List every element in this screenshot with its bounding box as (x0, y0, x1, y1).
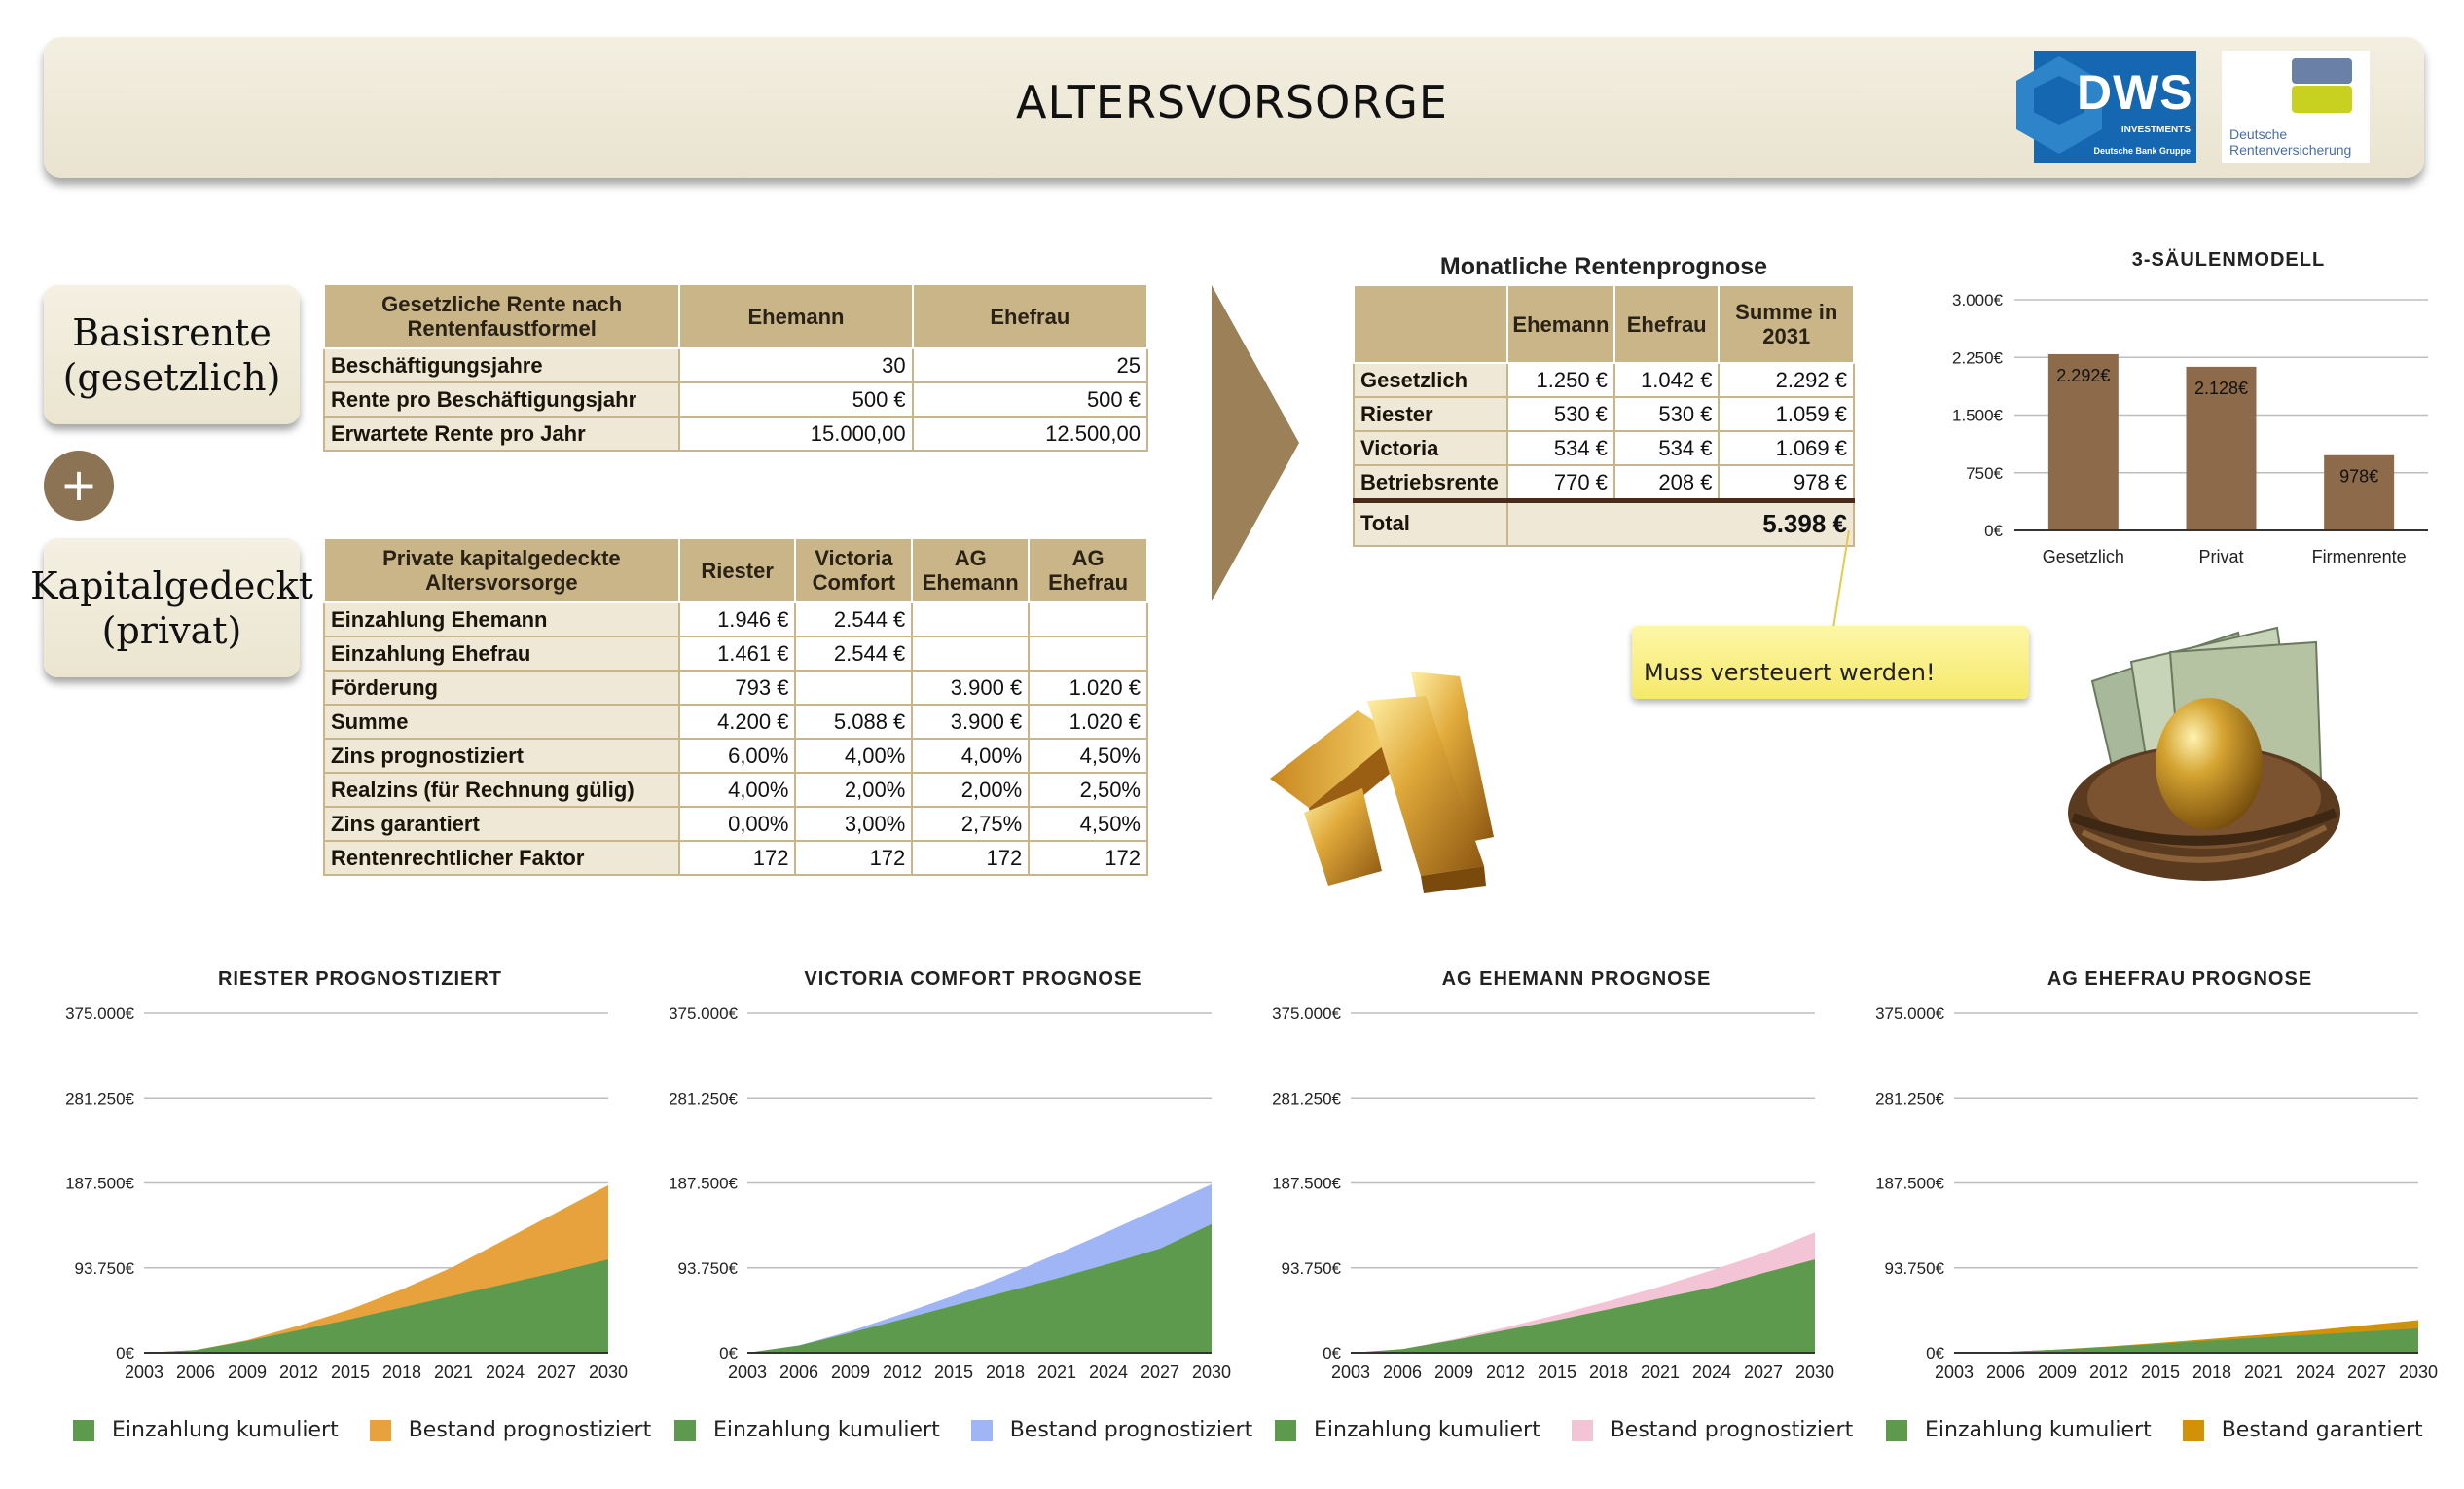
table-cell: 770 € (1507, 465, 1614, 501)
bar-data-label: 2.128€ (2193, 378, 2249, 398)
table-row (324, 602, 1147, 636)
x-tick-label: Gesetzlich (2042, 547, 2124, 566)
row-label: Victoria (1354, 431, 1507, 465)
x-tick-label: 2015 (2140, 1362, 2181, 1382)
row-label: Realzins (für Rechnung gülig) (324, 773, 679, 807)
table-cell (912, 636, 1029, 671)
x-tick-label: 2021 (1640, 1362, 1681, 1382)
x-tick-label: 2024 (485, 1362, 525, 1382)
bar-data-label: 2.292€ (2056, 365, 2111, 385)
y-tick-label: 187.500€ (1272, 1174, 1341, 1193)
x-tick-label: 2018 (381, 1362, 422, 1382)
drv-logo-line1: Deutsche (2229, 127, 2288, 142)
table-cell: 5.088 € (795, 705, 912, 739)
x-tick-label: 2003 (124, 1362, 164, 1382)
table-cell: 1.020 € (1029, 705, 1147, 739)
x-tick-label: 2012 (278, 1362, 319, 1382)
table-cell: 1.250 € (1507, 363, 1614, 397)
drv-logo-text (2229, 127, 2351, 158)
y-tick-label: 1.500€ (1952, 406, 2003, 425)
table-cell: 2,50% (1029, 773, 1147, 807)
x-tick-label: 2030 (2398, 1362, 2439, 1382)
table-row (324, 739, 1147, 773)
table-cell: 2.292 € (1719, 363, 1854, 397)
row-label: Gesetzlich (1354, 363, 1507, 397)
table-row (1354, 363, 1854, 397)
x-tick-label: 2018 (1588, 1362, 1629, 1382)
table-cell: 534 € (1614, 431, 1720, 465)
table-header: Ehemann (679, 284, 912, 348)
legend-swatch (2183, 1420, 2204, 1441)
y-tick-label: 375.000€ (669, 1004, 738, 1023)
table-cell: 4,00% (679, 773, 796, 807)
x-tick-label: 2018 (2192, 1362, 2232, 1382)
x-tick-label: 2006 (779, 1362, 819, 1382)
x-tick-label: 2030 (588, 1362, 629, 1382)
table-cell: 2.544 € (795, 602, 912, 636)
table-cell (795, 671, 912, 705)
table-row (324, 705, 1147, 739)
saeulen-bar-chart (1907, 272, 2443, 584)
saeulen-chart-title: 3-SÄULENMODELL (2131, 249, 2326, 271)
table-cell: 1.946 € (679, 602, 796, 636)
table-cell: 2,75% (912, 807, 1029, 841)
y-tick-label: 281.250€ (65, 1089, 134, 1108)
table-row (324, 348, 1147, 382)
table-cell: 530 € (1507, 397, 1614, 431)
y-tick-label: 93.750€ (1281, 1258, 1341, 1278)
row-label: Einzahlung Ehemann (324, 602, 679, 636)
table-row (324, 636, 1147, 671)
table-cell: 1.020 € (1029, 671, 1147, 705)
row-label: Einzahlung Ehefrau (324, 636, 679, 671)
dws-logo-line2: Deutsche Bank Gruppe (2093, 146, 2191, 156)
table-cell: 530 € (1614, 397, 1720, 431)
y-tick-label: 3.000€ (1952, 291, 2003, 309)
ag-ehemann-legend (1275, 1418, 1853, 1442)
x-tick-label: 2012 (1485, 1362, 1526, 1382)
x-tick-label: 2027 (2346, 1362, 2387, 1382)
table-row (324, 417, 1147, 451)
row-label: Riester (1354, 397, 1507, 431)
table-header: Private kapitalgedeckte Altersvorsorge (324, 538, 679, 602)
y-tick-label: 281.250€ (1272, 1089, 1341, 1108)
legend-label: Bestand prognostiziert (1610, 1418, 1854, 1442)
table-row (324, 841, 1147, 875)
table-cell: 3.900 € (912, 671, 1029, 705)
ag-ehefrau-chart-title: AG EHEFRAU PROGNOSE (2047, 968, 2313, 990)
table-header: Riester (679, 538, 796, 602)
y-tick-label: 0€ (1984, 522, 2003, 540)
row-label: Beschäftigungsjahre (324, 348, 679, 382)
victoria-area-chart (623, 993, 1232, 1401)
nest-egg-image (2053, 623, 2355, 895)
page-title: ALTERSVORSORGE (1016, 76, 1448, 128)
table-cell: 3,00% (795, 807, 912, 841)
table-cell: 4,00% (912, 739, 1029, 773)
sticky-note-text: Muss versteuert werden! (1644, 659, 1936, 686)
drv-logo-green-bar (2292, 86, 2352, 113)
y-tick-label: 2.250€ (1952, 348, 2003, 368)
x-tick-label: 2027 (1743, 1362, 1784, 1382)
table-cell: 4.200 € (679, 705, 796, 739)
dws-logo-line1: INVESTMENTS (2120, 125, 2191, 135)
riester-chart-title: RIESTER PROGNOSTIZIERT (217, 968, 503, 990)
y-tick-label: 0€ (719, 1344, 738, 1362)
x-tick-label: 2018 (985, 1362, 1026, 1382)
riester-legend (73, 1418, 651, 1442)
table-cell: 4,50% (1029, 739, 1147, 773)
table-row (324, 773, 1147, 807)
y-tick-label: 93.750€ (1884, 1258, 1944, 1278)
x-tick-label: Privat (2198, 547, 2244, 566)
legend-label: Bestand prognostiziert (408, 1418, 652, 1442)
dws-logo-name: DWS (2077, 65, 2193, 120)
x-tick-label: 2024 (1691, 1362, 1732, 1382)
table-cell: 2,00% (912, 773, 1029, 807)
x-tick-label: 2027 (536, 1362, 577, 1382)
table-cell: 4,50% (1029, 807, 1147, 841)
x-tick-label: Firmenrente (2311, 547, 2407, 566)
table-row (1354, 431, 1854, 465)
x-tick-label: 2021 (2243, 1362, 2284, 1382)
table-row (324, 382, 1147, 417)
table-cell: 172 (679, 841, 796, 875)
x-tick-label: 2030 (1191, 1362, 1232, 1382)
arrow-right-icon (1212, 285, 1299, 601)
row-label: Zins garantiert (324, 807, 679, 841)
table-row (1354, 397, 1854, 431)
total-value: 5.398 € (1507, 501, 1854, 546)
x-tick-label: 2012 (2088, 1362, 2129, 1382)
x-tick-label: 2021 (1036, 1362, 1077, 1382)
legend-swatch (1886, 1420, 1907, 1441)
table-cell: 1.069 € (1719, 431, 1854, 465)
basisrente-line2: (gesetzlich) (62, 355, 281, 399)
monatliche-rentenprognose-table (1353, 284, 1855, 547)
table-cell: 172 (795, 841, 912, 875)
legend-swatch (73, 1420, 94, 1441)
table-header: Summe in 2031 (1719, 285, 1854, 363)
gesetzliche-rente-table (323, 283, 1148, 452)
row-label: Summe (324, 705, 679, 739)
table-cell: 500 € (679, 382, 912, 417)
table-cell: 12.500,00 (913, 417, 1147, 451)
x-tick-label: 2021 (433, 1362, 474, 1382)
table-header (1354, 285, 1507, 363)
table-cell (912, 602, 1029, 636)
legend-label: Einzahlung kumuliert (1925, 1418, 2152, 1442)
x-tick-label: 2030 (1794, 1362, 1835, 1382)
victoria-chart-title: VICTORIA COMFORT PROGNOSE (804, 968, 1142, 990)
ag-ehemann-area-chart (1226, 993, 1835, 1401)
x-tick-label: 2009 (2037, 1362, 2078, 1382)
kapitalgedeckt-line1: Kapitalgedeckt (30, 563, 313, 607)
x-tick-label: 2006 (175, 1362, 216, 1382)
table-header: Gesetzliche Rente nach Rentenfaustformel (324, 284, 679, 348)
x-tick-label: 2009 (1433, 1362, 1474, 1382)
table-cell: 30 (679, 348, 912, 382)
y-tick-label: 187.500€ (1875, 1174, 1944, 1193)
arrow-shape (1212, 285, 1299, 601)
y-tick-label: 375.000€ (65, 1004, 134, 1023)
x-tick-label: 2015 (330, 1362, 371, 1382)
table-header: Ehefrau (913, 284, 1147, 348)
monatliche-rentenprognose-title: Monatliche Rentenprognose (1439, 253, 1768, 280)
table-cell: 500 € (913, 382, 1147, 417)
basisrente-line1: Basisrente (72, 310, 272, 354)
table-cell: 1.059 € (1719, 397, 1854, 431)
x-tick-label: 2015 (933, 1362, 974, 1382)
table-cell: 978 € (1719, 465, 1854, 501)
table-cell: 15.000,00 (679, 417, 912, 451)
ag-ehefrau-legend (1886, 1418, 2423, 1442)
row-label: Rentenrechtlicher Faktor (324, 841, 679, 875)
legend-label: Bestand garantiert (2221, 1418, 2423, 1442)
legend-label: Einzahlung kumuliert (112, 1418, 339, 1442)
victoria-legend (674, 1418, 1252, 1442)
bar-data-label: 978€ (2339, 466, 2379, 487)
basisrente-label-box (44, 285, 300, 424)
drv-logo-blue-bar (2292, 58, 2352, 84)
legend-swatch (971, 1420, 993, 1441)
table-cell: 793 € (679, 671, 796, 705)
table-cell: 1.461 € (679, 636, 796, 671)
table-row (324, 807, 1147, 841)
dws-logo (2034, 51, 2196, 163)
table-row (1354, 465, 1854, 501)
table-header: Ehefrau (1614, 285, 1720, 363)
x-tick-label: 2003 (1934, 1362, 1975, 1382)
y-tick-label: 0€ (116, 1344, 134, 1362)
drv-logo (2222, 51, 2370, 163)
plus-icon: + (44, 451, 114, 521)
riester-area-chart (19, 993, 629, 1401)
x-tick-label: 2009 (227, 1362, 268, 1382)
table-cell: 208 € (1614, 465, 1720, 501)
y-tick-label: 281.250€ (669, 1089, 738, 1108)
row-label: Betriebsrente (1354, 465, 1507, 501)
legend-swatch (1275, 1420, 1296, 1441)
ag-ehemann-chart-title: AG EHEMANN PROGNOSE (1441, 968, 1712, 990)
table-cell: 1.042 € (1614, 363, 1720, 397)
row-label: Rente pro Beschäftigungsjahr (324, 382, 679, 417)
table-cell: 172 (1029, 841, 1147, 875)
table-cell: 172 (912, 841, 1029, 875)
x-tick-label: 2024 (2295, 1362, 2336, 1382)
x-tick-label: 2003 (1330, 1362, 1371, 1382)
x-tick-label: 2006 (1985, 1362, 2026, 1382)
row-label: Förderung (324, 671, 679, 705)
x-tick-label: 2024 (1088, 1362, 1129, 1382)
table-cell: 2.544 € (795, 636, 912, 671)
y-tick-label: 93.750€ (677, 1258, 738, 1278)
y-tick-label: 93.750€ (74, 1258, 134, 1278)
note-connector-line (1830, 530, 1851, 628)
table-cell: 25 (913, 348, 1147, 382)
table-header: Victoria Comfort (795, 538, 912, 602)
legend-swatch (370, 1420, 391, 1441)
table-header: AG Ehemann (912, 538, 1029, 602)
legend-label: Bestand prognostiziert (1009, 1418, 1253, 1442)
y-tick-label: 0€ (1926, 1344, 1944, 1362)
table-cell (1029, 602, 1147, 636)
drv-logo-line2: Rentenversicherung (2229, 142, 2352, 158)
table-cell: 3.900 € (912, 705, 1029, 739)
kapitalgedeckt-label-box (30, 538, 313, 677)
table-cell (1029, 636, 1147, 671)
table-row (324, 671, 1147, 705)
table-header: Ehemann (1507, 285, 1614, 363)
table-cell: 6,00% (679, 739, 796, 773)
sticky-note (1632, 626, 2029, 699)
x-tick-label: 2003 (727, 1362, 768, 1382)
y-tick-label: 187.500€ (669, 1174, 738, 1193)
total-label: Total (1354, 501, 1507, 546)
x-tick-label: 2006 (1382, 1362, 1423, 1382)
table-cell: 2,00% (795, 773, 912, 807)
table-cell: 0,00% (679, 807, 796, 841)
row-label: Erwartete Rente pro Jahr (324, 417, 679, 451)
total-row (1354, 501, 1854, 546)
kapitalgedeckt-line2: (privat) (101, 608, 242, 652)
y-tick-label: 375.000€ (1272, 1004, 1341, 1023)
legend-label: Einzahlung kumuliert (1314, 1418, 1540, 1442)
gold-bars-image (1250, 642, 1542, 895)
legend-swatch (674, 1420, 696, 1441)
table-cell: 4,00% (795, 739, 912, 773)
table-cell: 534 € (1507, 431, 1614, 465)
ag-ehefrau-area-chart (1830, 993, 2439, 1401)
y-tick-label: 0€ (1323, 1344, 1341, 1362)
legend-swatch (1572, 1420, 1593, 1441)
y-tick-label: 375.000€ (1875, 1004, 1944, 1023)
y-tick-label: 750€ (1966, 463, 2003, 483)
x-tick-label: 2012 (882, 1362, 923, 1382)
y-tick-label: 281.250€ (1875, 1089, 1944, 1108)
x-tick-label: 2027 (1140, 1362, 1180, 1382)
table-header: AG Ehefrau (1029, 538, 1147, 602)
row-label: Zins prognostiziert (324, 739, 679, 773)
x-tick-label: 2015 (1537, 1362, 1577, 1382)
legend-label: Einzahlung kumuliert (713, 1418, 940, 1442)
y-tick-label: 187.500€ (65, 1174, 134, 1193)
private-altersvorsorge-table (323, 537, 1148, 876)
x-tick-label: 2009 (830, 1362, 871, 1382)
